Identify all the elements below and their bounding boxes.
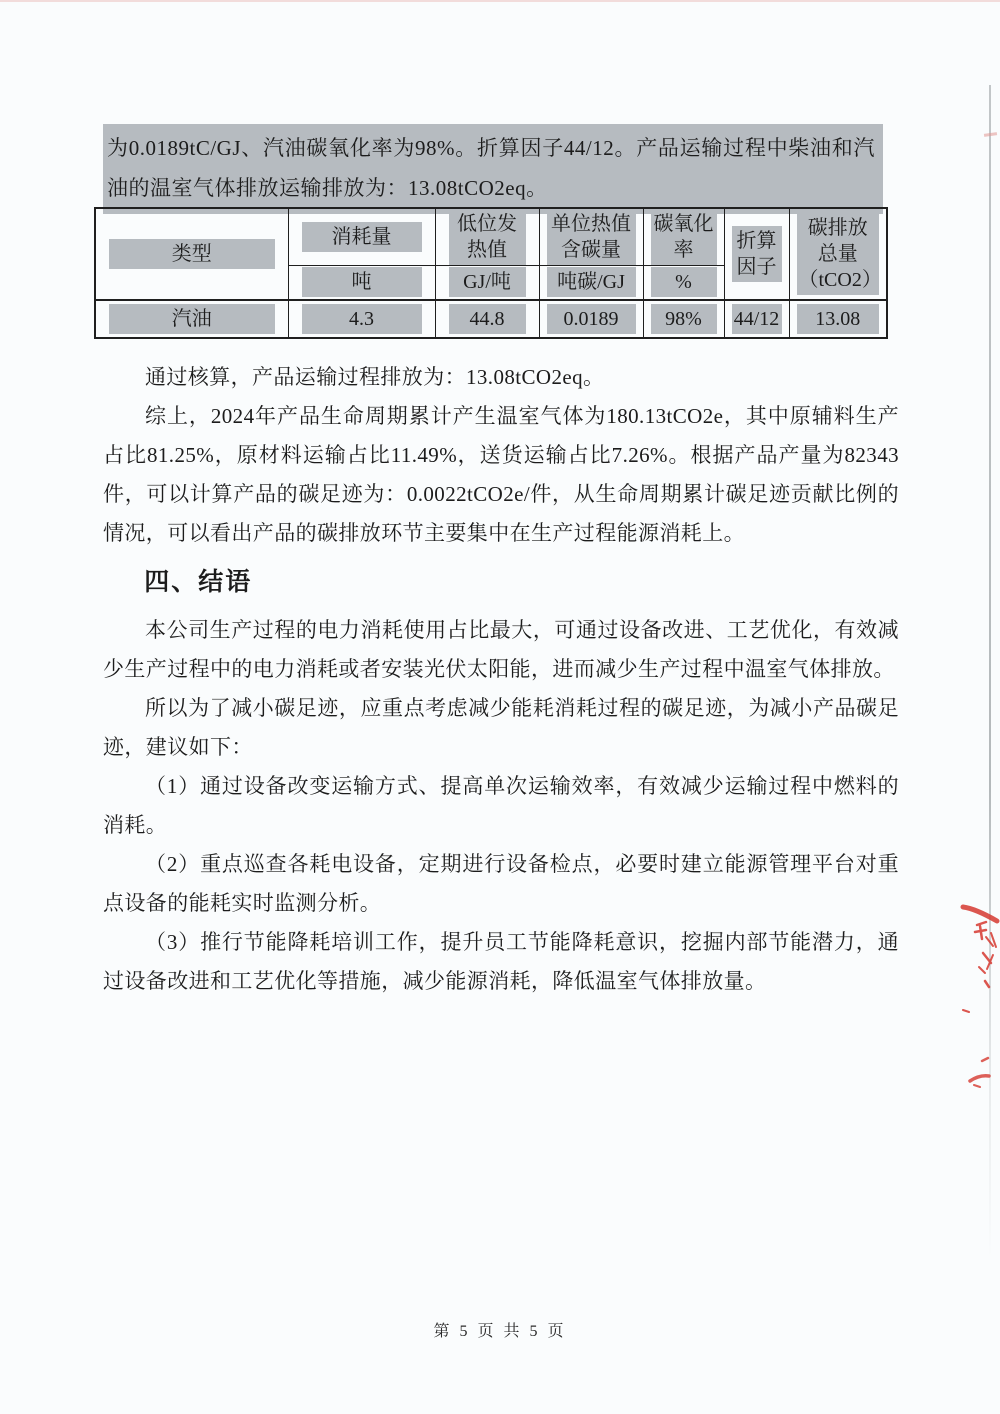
- cell-type: [95, 300, 288, 338]
- col-header-lhv: [435, 208, 539, 266]
- unit-lhv: [435, 266, 539, 300]
- suggestion-item-3: （3）推行节能降耗培训工作，提升员工节能降耗意识，挖掘内部节能潜力，通过设备改进和工艺优化等措施，减少能源消耗，降低温室气体排放量。: [103, 930, 899, 993]
- body-text: [103, 358, 899, 1001]
- unit-heat-carbon: [539, 266, 643, 300]
- cell-highlight: 44.8: [449, 304, 526, 334]
- cell-factor: [724, 300, 789, 338]
- table-row-gasoline: [95, 300, 887, 338]
- highlighted-intro-paragraph: 为0.0189tC/GJ、汽油碳氧化率为98%。折算因子44/12。产品运输过程中柴油和汽油的温室气体排放运输排放为：13.08tCO2eq。: [103, 124, 883, 214]
- unit-highlight: GJ/吨: [449, 267, 526, 297]
- header-highlight: 碳氧化率: [651, 209, 717, 265]
- cell-heat-carbon: [539, 300, 643, 338]
- cell-highlight: 汽油: [109, 304, 275, 334]
- unit-consumption: [288, 266, 435, 300]
- section-heading-conclusion: 四、结语: [144, 569, 253, 596]
- cell-highlight: 4.3: [302, 304, 422, 334]
- header-highlight: 折算因子: [732, 226, 782, 282]
- paragraph-suggestion-intro: 所以为了减小碳足迹，应重点考虑减少能耗消耗过程的碳足迹，为减小产品碳足迹，建议如下：: [103, 696, 899, 759]
- paragraph-transport-result: 通过核算，产品运输过程排放为：13.08tCO2eq。: [145, 365, 605, 389]
- header-highlight: 类型: [109, 239, 275, 269]
- cell-highlight: 44/12: [732, 304, 782, 334]
- header-highlight: 单位热值含碳量: [547, 209, 636, 265]
- unit-highlight: 吨: [302, 267, 422, 297]
- cell-consumption: [288, 300, 435, 338]
- col-header-type: [95, 208, 288, 300]
- col-header-total: [789, 208, 887, 300]
- stamp-mark-fragment-lower: [962, 1055, 994, 1091]
- suggestion-item-1: （1）通过设备改变运输方式、提高单次运输效率，有效减少运输过程中燃料的消耗。: [103, 774, 899, 837]
- paragraph-lifecycle-summary: 综上，2024年产品生命周期累计产生温室气体为180.13tCO2e，其中原辅料生产占比81.25%，原材料运输占比11.49%，送货运输占比7.26%。根据产品产量为82343件，可以计算产品的碳足迹为：0.0022tCO2e/件，从生命周期累计碳足迹贡献比例的情况，可以看出产品的碳排放环节主要集中在生产过程能源消耗上。: [103, 404, 899, 545]
- header-highlight: 消耗量: [302, 222, 422, 252]
- col-header-consumption: [288, 208, 435, 266]
- scan-top-edge: [0, 0, 1000, 2]
- cell-highlight: 13.08: [797, 304, 880, 334]
- cell-lhv: [435, 300, 539, 338]
- col-header-factor: [724, 208, 789, 300]
- unit-highlight: %: [651, 267, 717, 297]
- col-header-oxidation: [643, 208, 724, 266]
- cell-highlight: 0.0189: [547, 304, 636, 334]
- cell-highlight: 98%: [651, 304, 717, 334]
- unit-highlight: 吨碳/GJ: [547, 267, 636, 297]
- cell-total: [789, 300, 887, 338]
- emission-factor-table: [94, 207, 888, 339]
- header-highlight: 低位发热值: [449, 209, 526, 265]
- suggestion-item-2: （2）重点巡查各耗电设备，定期进行设备检点，必要时建立能源管理平台对重点设备的能耗实时监测分析。: [103, 852, 899, 915]
- header-highlight: 碳排放总量（tCO2）: [797, 213, 880, 295]
- paragraph-conclusion-intro: 本公司生产过程的电力消耗使用占比最大，可通过设备改进、工艺优化，有效减少生产过程中的电力消耗或者安装光伏太阳能，进而减少生产过程中温室气体排放。: [103, 618, 899, 681]
- cell-oxidation: [643, 300, 724, 338]
- page-number-footer: 第 5 页 共 5 页: [433, 1323, 567, 1340]
- unit-oxidation: [643, 266, 724, 300]
- col-header-heat-carbon: [539, 208, 643, 266]
